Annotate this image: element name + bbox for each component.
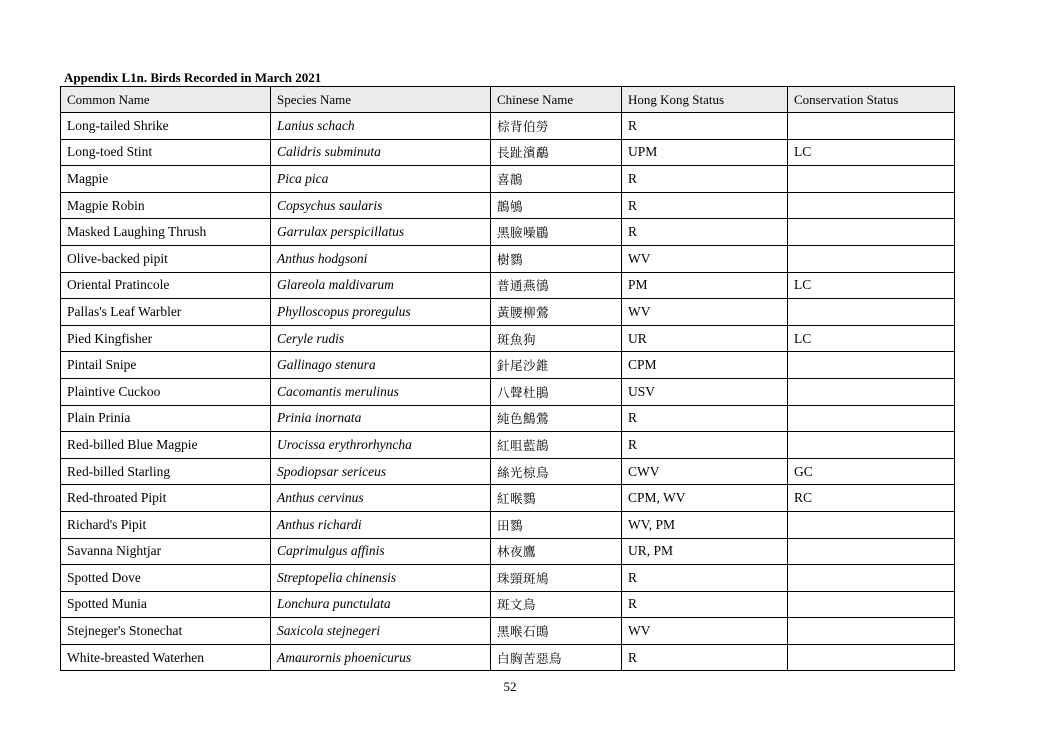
species-name-cell: Lanius schach [271, 113, 491, 140]
hong-kong-status-cell: R [622, 166, 788, 193]
table-row [61, 192, 955, 219]
species-name-cell: Ceryle rudis [271, 325, 491, 352]
table-header-row [61, 87, 955, 113]
hong-kong-status-cell: R [622, 192, 788, 219]
conservation-status-cell [788, 565, 955, 592]
chinese-name-cell: 普通燕鴴 [491, 272, 622, 299]
conservation-status-cell [788, 538, 955, 565]
hong-kong-status-cell: UR, PM [622, 538, 788, 565]
conservation-status-cell [788, 591, 955, 618]
species-name-cell: Pica pica [271, 166, 491, 193]
conservation-status-cell [788, 352, 955, 379]
common-name-cell: White-breasted Waterhen [61, 644, 271, 671]
hong-kong-status-cell: R [622, 405, 788, 432]
conservation-status-cell [788, 378, 955, 405]
conservation-status-cell [788, 219, 955, 246]
table-row [61, 299, 955, 326]
table-row [61, 113, 955, 140]
hong-kong-status-cell: R [622, 219, 788, 246]
hong-kong-status-cell: R [622, 432, 788, 459]
chinese-name-cell: 林夜鷹 [491, 538, 622, 565]
species-name-cell: Anthus richardi [271, 511, 491, 538]
common-name-cell: Plain Prinia [61, 405, 271, 432]
table-body [61, 113, 955, 671]
conservation-status-cell: LC [788, 139, 955, 166]
chinese-name-cell: 針尾沙錐 [491, 352, 622, 379]
table-row [61, 352, 955, 379]
common-name-cell: Olive-backed pipit [61, 245, 271, 272]
hong-kong-status-cell: R [622, 565, 788, 592]
common-name-cell: Red-billed Blue Magpie [61, 432, 271, 459]
conservation-status-cell [788, 618, 955, 645]
chinese-name-cell: 長趾濱鷸 [491, 139, 622, 166]
species-name-cell: Calidris subminuta [271, 139, 491, 166]
species-name-cell: Anthus cervinus [271, 485, 491, 512]
table-row [61, 538, 955, 565]
common-name-cell: Magpie Robin [61, 192, 271, 219]
species-name-cell: Glareola maldivarum [271, 272, 491, 299]
table-row [61, 139, 955, 166]
hong-kong-status-cell: USV [622, 378, 788, 405]
common-name-cell: Pintail Snipe [61, 352, 271, 379]
hong-kong-status-cell: CPM, WV [622, 485, 788, 512]
conservation-status-cell: GC [788, 458, 955, 485]
common-name-cell: Spotted Munia [61, 591, 271, 618]
table-row [61, 245, 955, 272]
conservation-status-cell [788, 192, 955, 219]
species-name-cell: Streptopelia chinensis [271, 565, 491, 592]
common-name-cell: Masked Laughing Thrush [61, 219, 271, 246]
conservation-status-cell [788, 405, 955, 432]
common-name-cell: Red-billed Starling [61, 458, 271, 485]
table-row [61, 166, 955, 193]
common-name-cell: Red-throated Pipit [61, 485, 271, 512]
conservation-status-cell [788, 511, 955, 538]
chinese-name-cell: 斑文鳥 [491, 591, 622, 618]
chinese-name-cell: 棕背伯勞 [491, 113, 622, 140]
chinese-name-cell: 絲光椋鳥 [491, 458, 622, 485]
hong-kong-status-cell: WV [622, 618, 788, 645]
table-row [61, 485, 955, 512]
table-row [61, 219, 955, 246]
table-row [61, 565, 955, 592]
column-header-chinese-name: Chinese Name [491, 87, 622, 113]
hong-kong-status-cell: CWV [622, 458, 788, 485]
common-name-cell: Richard's Pipit [61, 511, 271, 538]
column-header-hong-kong-status: Hong Kong Status [622, 87, 788, 113]
species-name-cell: Urocissa erythrorhyncha [271, 432, 491, 459]
conservation-status-cell [788, 166, 955, 193]
conservation-status-cell: LC [788, 325, 955, 352]
chinese-name-cell: 八聲杜鵑 [491, 378, 622, 405]
table-row [61, 272, 955, 299]
species-name-cell: Amaurornis phoenicurus [271, 644, 491, 671]
species-name-cell: Caprimulgus affinis [271, 538, 491, 565]
chinese-name-cell: 純色鷦鶯 [491, 405, 622, 432]
page-number: 52 [503, 679, 517, 694]
common-name-cell: Long-toed Stint [61, 139, 271, 166]
hong-kong-status-cell: WV [622, 245, 788, 272]
hong-kong-status-cell: R [622, 644, 788, 671]
table-row [61, 644, 955, 671]
birds-table [60, 86, 955, 671]
conservation-status-cell [788, 299, 955, 326]
chinese-name-cell: 紅喉鷚 [491, 485, 622, 512]
conservation-status-cell [788, 245, 955, 272]
common-name-cell: Spotted Dove [61, 565, 271, 592]
table-row [61, 405, 955, 432]
table-row [61, 618, 955, 645]
hong-kong-status-cell: UPM [622, 139, 788, 166]
common-name-cell: Savanna Nightjar [61, 538, 271, 565]
chinese-name-cell: 田鷚 [491, 511, 622, 538]
species-name-cell: Spodiopsar sericeus [271, 458, 491, 485]
species-name-cell: Lonchura punctulata [271, 591, 491, 618]
hong-kong-status-cell: UR [622, 325, 788, 352]
chinese-name-cell: 白胸苦惡鳥 [491, 644, 622, 671]
chinese-name-cell: 鵲鴝 [491, 192, 622, 219]
chinese-name-cell: 黑喉石鵖 [491, 618, 622, 645]
common-name-cell: Pied Kingfisher [61, 325, 271, 352]
hong-kong-status-cell: CPM [622, 352, 788, 379]
hong-kong-status-cell: WV [622, 299, 788, 326]
species-name-cell: Phylloscopus proregulus [271, 299, 491, 326]
chinese-name-cell: 黃腰柳鶯 [491, 299, 622, 326]
table-row [61, 432, 955, 459]
conservation-status-cell [788, 644, 955, 671]
common-name-cell: Pallas's Leaf Warbler [61, 299, 271, 326]
table-row [61, 591, 955, 618]
column-header-common-name: Common Name [61, 87, 271, 113]
conservation-status-cell [788, 113, 955, 140]
common-name-cell: Oriental Pratincole [61, 272, 271, 299]
chinese-name-cell: 紅咀藍鵲 [491, 432, 622, 459]
species-name-cell: Garrulax perspicillatus [271, 219, 491, 246]
table-row [61, 325, 955, 352]
table-row [61, 458, 955, 485]
species-name-cell: Copsychus saularis [271, 192, 491, 219]
column-header-conservation-status: Conservation Status [788, 87, 955, 113]
hong-kong-status-cell: WV, PM [622, 511, 788, 538]
table-row [61, 378, 955, 405]
species-name-cell: Cacomantis merulinus [271, 378, 491, 405]
hong-kong-status-cell: PM [622, 272, 788, 299]
common-name-cell: Stejneger's Stonechat [61, 618, 271, 645]
conservation-status-cell: LC [788, 272, 955, 299]
conservation-status-cell: RC [788, 485, 955, 512]
chinese-name-cell: 黑臉噪鶥 [491, 219, 622, 246]
chinese-name-cell: 珠頸斑鳩 [491, 565, 622, 592]
common-name-cell: Plaintive Cuckoo [61, 378, 271, 405]
chinese-name-cell: 喜鵲 [491, 166, 622, 193]
species-name-cell: Saxicola stejnegeri [271, 618, 491, 645]
common-name-cell: Long-tailed Shrike [61, 113, 271, 140]
species-name-cell: Gallinago stenura [271, 352, 491, 379]
chinese-name-cell: 樹鷚 [491, 245, 622, 272]
chinese-name-cell: 斑魚狗 [491, 325, 622, 352]
species-name-cell: Anthus hodgsoni [271, 245, 491, 272]
hong-kong-status-cell: R [622, 113, 788, 140]
page-title: Appendix L1n. Birds Recorded in March 2021 [64, 70, 322, 85]
conservation-status-cell [788, 432, 955, 459]
column-header-species-name: Species Name [271, 87, 491, 113]
hong-kong-status-cell: R [622, 591, 788, 618]
common-name-cell: Magpie [61, 166, 271, 193]
table-row [61, 511, 955, 538]
species-name-cell: Prinia inornata [271, 405, 491, 432]
